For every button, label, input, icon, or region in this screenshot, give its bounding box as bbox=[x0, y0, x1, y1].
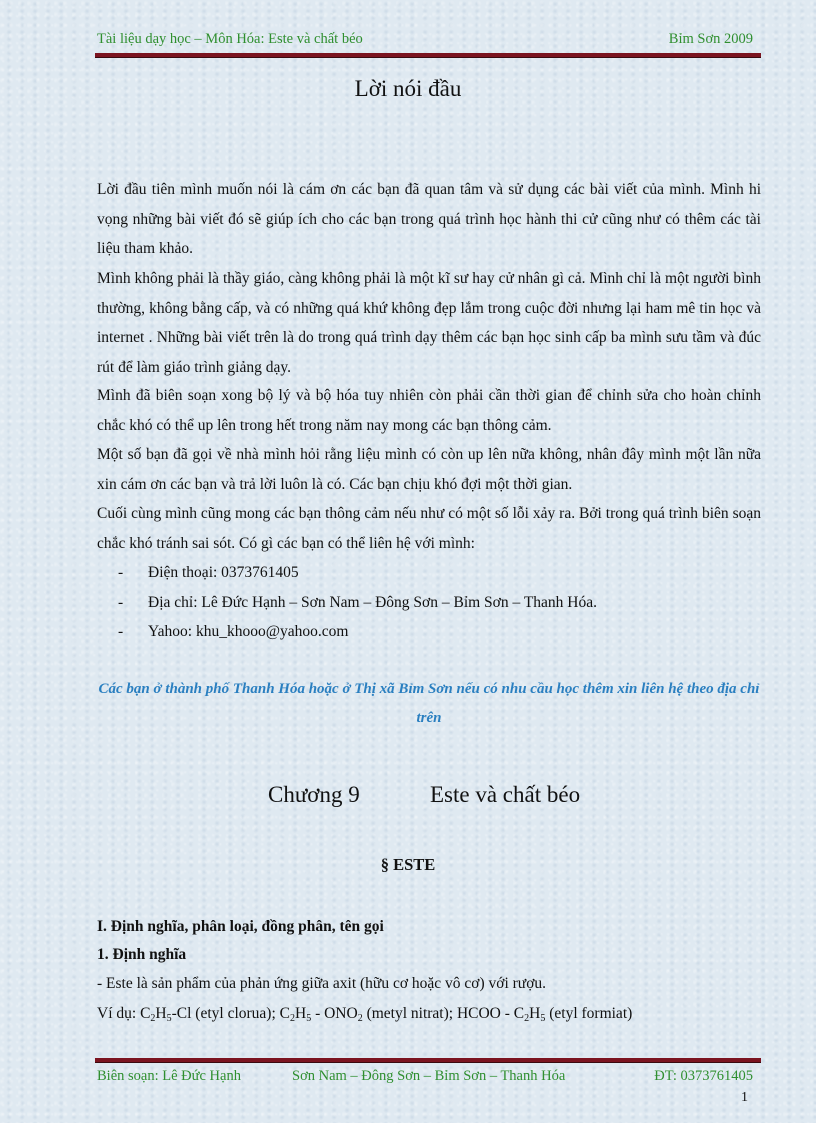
contact-address-text: Địa chỉ: Lê Đức Hạnh – Sơn Nam – Đông Sơn – Bỉm Sơn – Thanh Hóa. bbox=[148, 593, 598, 611]
paragraph-4: Một số bạn đã gọi về nhà mình hỏi rằng liệu mình có còn up lên nữa không, nhân đây mình một lần nữa xin cám ơn các bạn và trả lời luôn là có. Các bạn chịu khó đợi một thời gian. bbox=[97, 446, 761, 493]
example-label: Ví dụ: bbox=[97, 1005, 141, 1022]
bullet-mark: - bbox=[118, 564, 124, 581]
example-text: -Cl (etyl clorua); bbox=[171, 1005, 280, 1022]
page-header bbox=[97, 31, 753, 51]
bullet-mark: - bbox=[118, 593, 124, 611]
formula-h: H bbox=[529, 1005, 541, 1022]
header-left-text: Tài liệu dạy học – Môn Hóa: Este và chất béo bbox=[97, 31, 363, 47]
page-title: Lời nói đầu bbox=[354, 76, 462, 101]
example-line bbox=[97, 1005, 632, 1024]
formula-sub: 2 bbox=[524, 1013, 530, 1024]
chapter-number: Chương 9 bbox=[268, 782, 360, 807]
footer-rule bbox=[95, 1058, 761, 1063]
definition-text: - Este là sản phẩm của phản ứng giữa axit (hữu cơ hoặc vô cơ) với rượu. bbox=[97, 975, 547, 992]
formula-sub: 5 bbox=[166, 1013, 172, 1024]
bullet-mark: - bbox=[118, 623, 124, 640]
contact-list bbox=[118, 558, 597, 647]
paragraph-1: Lời đầu tiên mình muốn nói là cám ơn các bạn đã quan tâm và sử dụng các bài viết của mình. Mình hi vọng những bài viết đó sẽ giúp ích cho các bạn trong quá trình học hành thi cử cũng như có thêm các tài liệu tham khảo. bbox=[97, 181, 761, 257]
header-rule bbox=[95, 53, 761, 58]
example-text: (metyl nitrat); HCOO - bbox=[362, 1005, 514, 1022]
formula-c: C bbox=[279, 1005, 290, 1022]
paragraph-5: Cuối cùng mình cũng mong các bạn thông cảm nếu như có một số lỗi xảy ra. Bởi trong quá trình biên soạn chắc khó tránh sai sót. Có gì các bạn có thể liên hệ với mình: bbox=[97, 505, 761, 552]
contact-phone-text: Điện thoại: 0373761405 bbox=[148, 564, 299, 581]
example-text: (etyl formiat) bbox=[545, 1005, 633, 1022]
contact-yahoo-text: Yahoo: khu_khooo@yahoo.com bbox=[148, 623, 349, 640]
chapter-title: Este và chất béo bbox=[430, 782, 581, 807]
formula-h: H bbox=[294, 1005, 307, 1022]
paragraph-2: Mình không phải là thầy giáo, càng không phải là một kĩ sư hay cử nhân gì cả. Mình chỉ là một người bình thường, không bằng cấp, và có những quá khứ không đẹp lắm trong cuộc đời nhưng lại ham mê tin học và internet . Những bài viết trên là do trong quá trình dạy thêm các bạn học sinh cấp ba mình sưu tầm và đúc rút để làm giáo trình giảng dạy. bbox=[97, 270, 761, 376]
footer-address: Sơn Nam – Đông Sơn – Bỉm Sơn – Thanh Hóa bbox=[292, 1068, 566, 1084]
formula-sub: 2 bbox=[289, 1013, 295, 1024]
page-number: 1 bbox=[741, 1090, 748, 1105]
footer-author: Biên soạn: Lê Đức Hạnh bbox=[97, 1068, 241, 1084]
paragraph-3: Mình đã biên soạn xong bộ lý và bộ hóa tuy nhiên còn phải cần thời gian để chỉnh sửa cho hoàn chỉnh chắc khó có thể up lên trong hết trong năm nay mong các bạn thông cảm. bbox=[97, 387, 761, 434]
formula-h: H bbox=[155, 1005, 167, 1022]
section-heading: § ESTE bbox=[380, 855, 436, 874]
contact-address bbox=[118, 588, 597, 618]
formula-sub: 5 bbox=[540, 1013, 546, 1024]
formula-c: C bbox=[513, 1005, 525, 1022]
contact-phone bbox=[118, 558, 597, 588]
header-right-text: Bỉm Sơn 2009 bbox=[668, 31, 753, 47]
formula-sub: 2 bbox=[357, 1013, 363, 1024]
footer-phone: ĐT: 0373761405 bbox=[654, 1068, 753, 1084]
formula-sub: 2 bbox=[150, 1013, 156, 1024]
heading-level-2: 1. Định nghĩa bbox=[97, 946, 187, 963]
heading-level-1: I. Định nghĩa, phân loại, đồng phân, tên gọi bbox=[97, 918, 384, 935]
chapter-heading bbox=[268, 782, 580, 808]
example-text: - ONO bbox=[311, 1005, 358, 1022]
formula-sub: 5 bbox=[306, 1013, 312, 1024]
contact-yahoo bbox=[118, 617, 597, 647]
tutoring-note: Các bạn ở thành phố Thanh Hóa hoặc ở Thị xã Bỉm Sơn nếu có nhu cầu học thêm xin liên hệ theo địa chỉ trên bbox=[98, 681, 760, 726]
formula-c: C bbox=[140, 1005, 151, 1022]
